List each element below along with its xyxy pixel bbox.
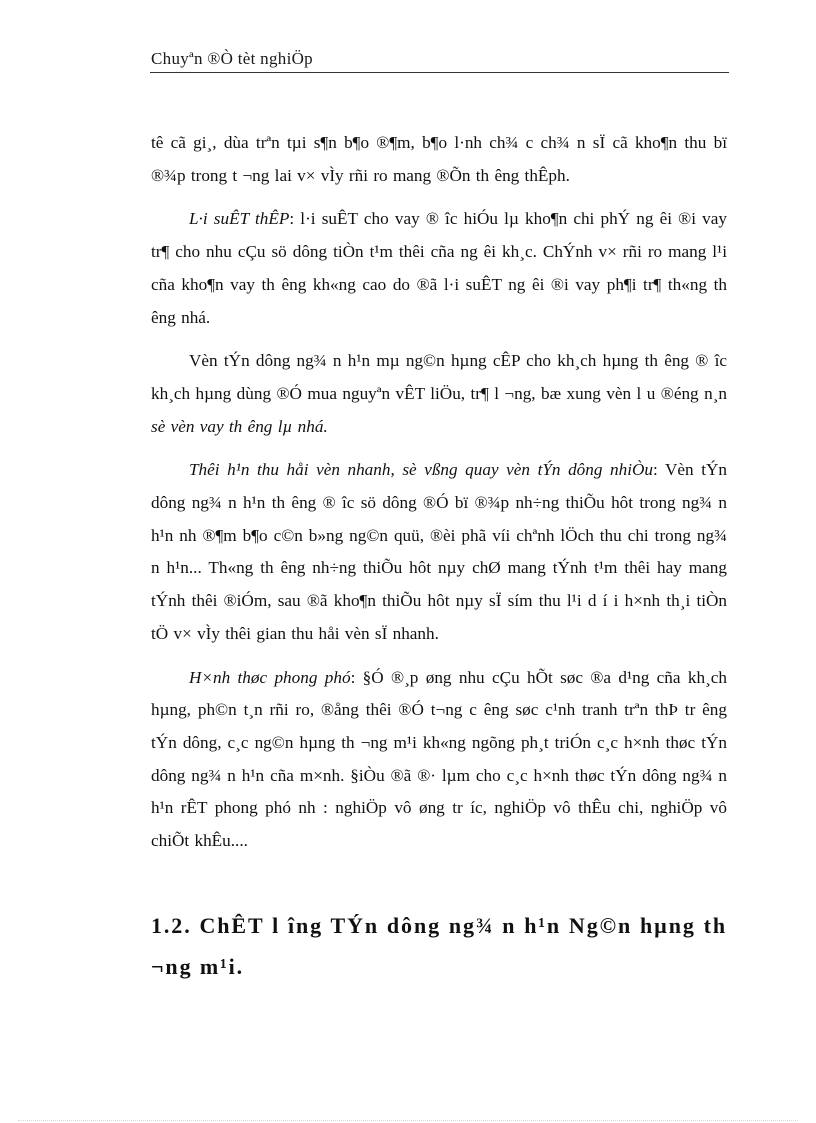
- paragraph-term: H×nh thøc phong phó: [189, 667, 351, 687]
- paragraph-term: L·i suÊT thÊP: [189, 209, 290, 229]
- paragraph-diverse-forms: [151, 662, 727, 858]
- paragraph-continuation: [151, 127, 727, 192]
- document-body: [151, 127, 727, 979]
- section-heading: 1.2. ChÊT l îng TÝn dông ng¾ n h¹n Ng©n hµng th ¬ng m¹i.: [151, 913, 727, 979]
- paragraph-text: : Vèn tÝn dông ng¾ n h¹n th êng ® îc sö dông ®Ó bï ®¾p nh÷ng thiÕu hôt trong ng¾ n h¹n nh ®¶m b¶o c©n b»ng ng©n quü, ®èi phã víi chªnh lÖch thu chi trong ng¾ n h¹n... Th«ng th êng nh÷ng thiÕu hôt nµy chØ mang tÝnh t¹m thêi hay mang tÝnh thêi ®iÓm, sau ®ã kho¶n thiÕu hôt nµy sÏ sím thu l¹i d í i h×nh th¸i tiÒn tÖ v× vÌy thêi gian thu håi vèn sÏ nhanh.: [151, 460, 727, 643]
- paragraph-text: : l·i suÊT cho vay ® îc hiÓu lµ kho¶n chi phÝ ng êi ®i vay tr¶ cho nhu cÇu sö dông tiÒn t¹m thêi cña ng êi kh¸c. ChÝnh v× rñi ro mang l¹i cña kho¶n vay th êng kh«ng cao do ®ã l·i suÊT ng êi ®i vay ph¶i tr¶ th«ng th êng nhá.: [151, 209, 727, 327]
- paragraph-short-term: [151, 454, 727, 650]
- paragraph-term: Thêi h¹n thu håi vèn nhanh, sè vßng quay vèn tÝn dông nhiÒu: [189, 460, 653, 480]
- paragraph-working-capital: [151, 345, 727, 443]
- page-bottom-edge: [18, 1120, 798, 1121]
- paragraph-text: tê cã gi¸, dùa trªn tµi s¶n b¶o ®¶m, b¶o l·nh ch¾ c ch¾ n sÏ cã kho¶n thu bï ®¾p trong t ¬ng lai v× vÌy rñi ro mang ®Õn th êng thÊph.: [151, 133, 727, 185]
- paragraph-tail: sè vèn vay th êng lµ nhá.: [151, 416, 328, 436]
- running-header: Chuyªn ®Ò tèt nghiÖp: [151, 49, 313, 68]
- paragraph-text: Vèn tÝn dông ng¾ n h¹n mµ ng©n hµng cÊP cho kh¸ch hµng th êng ® îc kh¸ch hµng dùng ®Ó mua nguyªn vÊT liÖu, tr¶ l ¬ng, bæ xung vèn l u ®éng n¸n: [151, 351, 727, 403]
- paragraph-text: : §Ó ®¸p øng nhu cÇu hÕt søc ®a d¹ng cña kh¸ch hµng, ph©n t¸n rñi ro, ®ång thêi ®Ó t¬ng c êng søc c¹nh tranh trªn thÞ tr êng tÝn dông, c¸c ng©n hµng th ¬ng m¹i kh«ng ngõng ph¸t triÓn c¸c h×nh thøc tÝn dông ng¾ n h¹n cña m×nh. §iÒu ®ã ®· lµm cho c¸c h×nh thøc tÝn dông ng¾ n h¹n rÊT phong phó nh : nghiÖp vô øng tr íc, nghiÖp vô thÊu chi, nghiÖp vô chiÕt khÊu....: [151, 667, 727, 851]
- header-rule: [150, 72, 729, 73]
- paragraph-interest-rate: [151, 203, 727, 334]
